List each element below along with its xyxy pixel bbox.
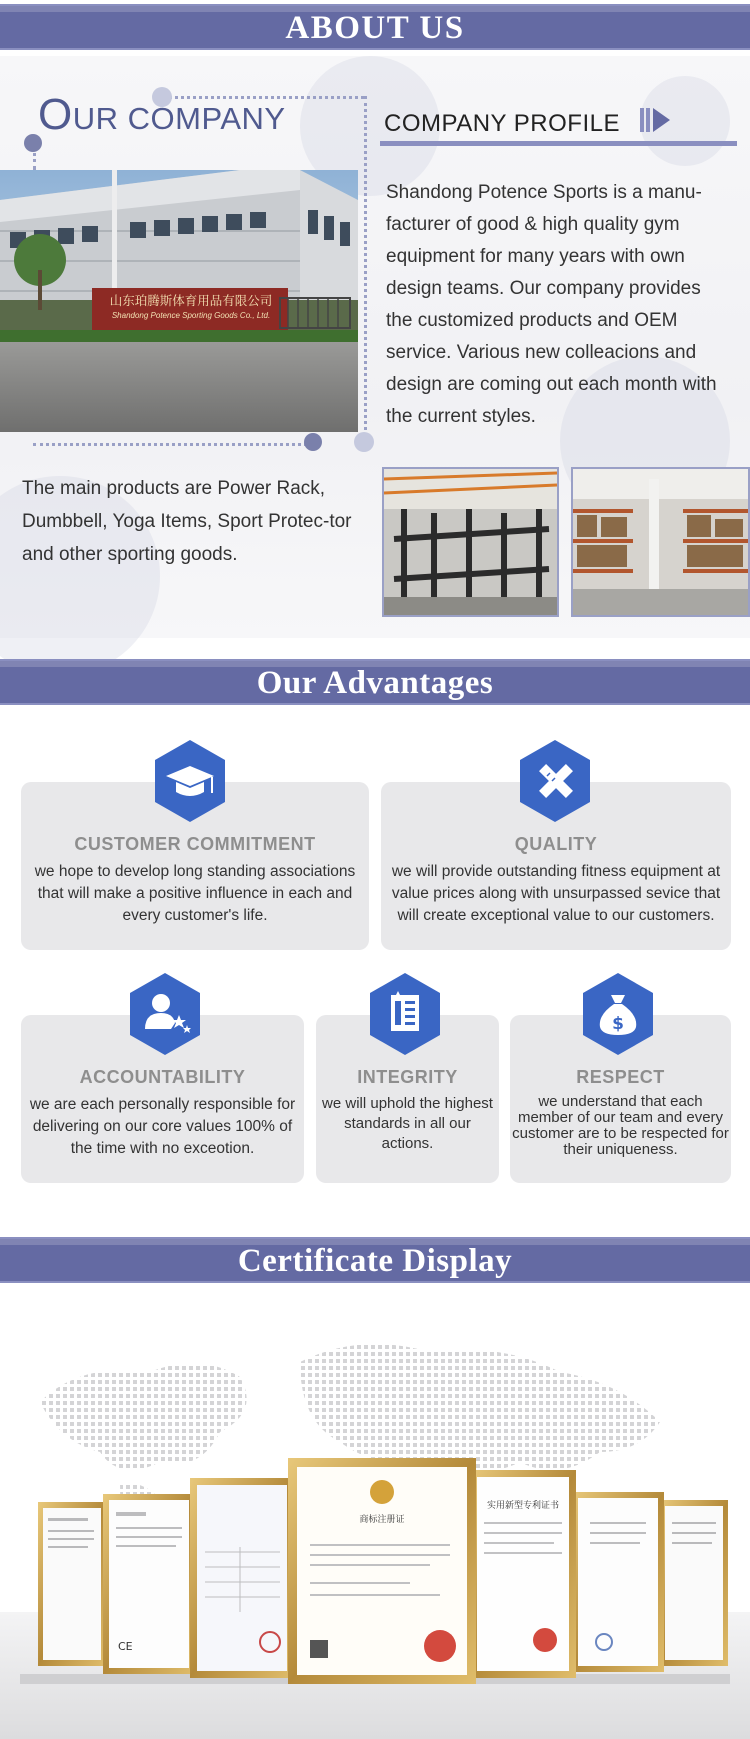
main-products-text: The main products are Power Rack, Dumbbell, Yoga Items, Sport Protec-tor and other sporting goods. (22, 478, 352, 565)
warehouse-photo (571, 467, 750, 617)
svg-text:CE: CE (118, 1640, 133, 1653)
advantage-text: we hope to develop long standing associations that will make a positive influence in each and every customer's life. (34, 863, 356, 924)
company-profile-text: Shandong Potence Sports is a manu-facturer of good & high quality gym equipment for many years with own design teams. Our company provides the customized products and OEM service. Various new colleacions and design are coming out each month with the current styles. (386, 182, 717, 427)
our-company-heading: OUR COMPANY (38, 90, 286, 139)
patent-certificate-heading: 实用新型专利证书 (486, 1501, 560, 1511)
play-arrow-icon (640, 106, 674, 134)
advantage-text: we are each personally responsible for delivering on our core values 100% of the time with no exceotion. (29, 1096, 296, 1157)
factory-sign-english: Shandong Potence Sporting Goods Co., Ltd. (111, 311, 271, 320)
advantage-text: we will uphold the highest standards in all our actions. (322, 1095, 493, 1152)
pencil-ruler-icon (517, 738, 593, 824)
our-advantages-title: Our Advantages (256, 665, 494, 701)
about-us-banner (0, 4, 750, 50)
certificate-display-area (0, 1282, 750, 1739)
money-bag-icon (580, 971, 656, 1057)
certificate-display-title: Certificate Display (237, 1243, 513, 1279)
decorative-dotted-line (364, 96, 367, 436)
about-us-title: ABOUT US (285, 10, 465, 46)
person-star-icon (127, 971, 203, 1057)
workshop-equipment-photo (382, 467, 559, 617)
advantage-title: QUALITY (514, 834, 598, 854)
advantage-title: INTEGRITY (357, 1067, 458, 1087)
company-profile-heading: COMPANY PROFILE (384, 110, 620, 137)
advantage-text: we will provide outstanding fitness equipment at value prices along with unsurpassed sevice that will create exceptional value to our customers. (391, 863, 721, 924)
our-advantages-banner (0, 659, 750, 705)
certificate-display-banner (0, 1237, 750, 1283)
svg-text:$: $ (612, 1014, 624, 1034)
decorative-dot (304, 433, 322, 451)
document-icon (367, 971, 443, 1057)
decorative-dot (354, 432, 374, 452)
advantage-title: RESPECT (576, 1067, 665, 1087)
advantage-title: CUSTOMER COMMITMENT (74, 834, 316, 854)
company-profile-underline (380, 141, 737, 146)
decorative-dotted-line (33, 443, 313, 446)
advantage-text: we understand that each member of our team and every customer are to be respected for their uniqueness. (512, 1093, 729, 1158)
factory-sign-chinese: 山东珀腾斯体育用品有限公司 (109, 293, 273, 308)
trademark-certificate-heading: 商标注册证 (359, 1515, 405, 1525)
advantage-title: ACCOUNTABILITY (79, 1067, 246, 1087)
factory-photo (0, 170, 358, 432)
graduation-cap-icon (152, 738, 228, 824)
